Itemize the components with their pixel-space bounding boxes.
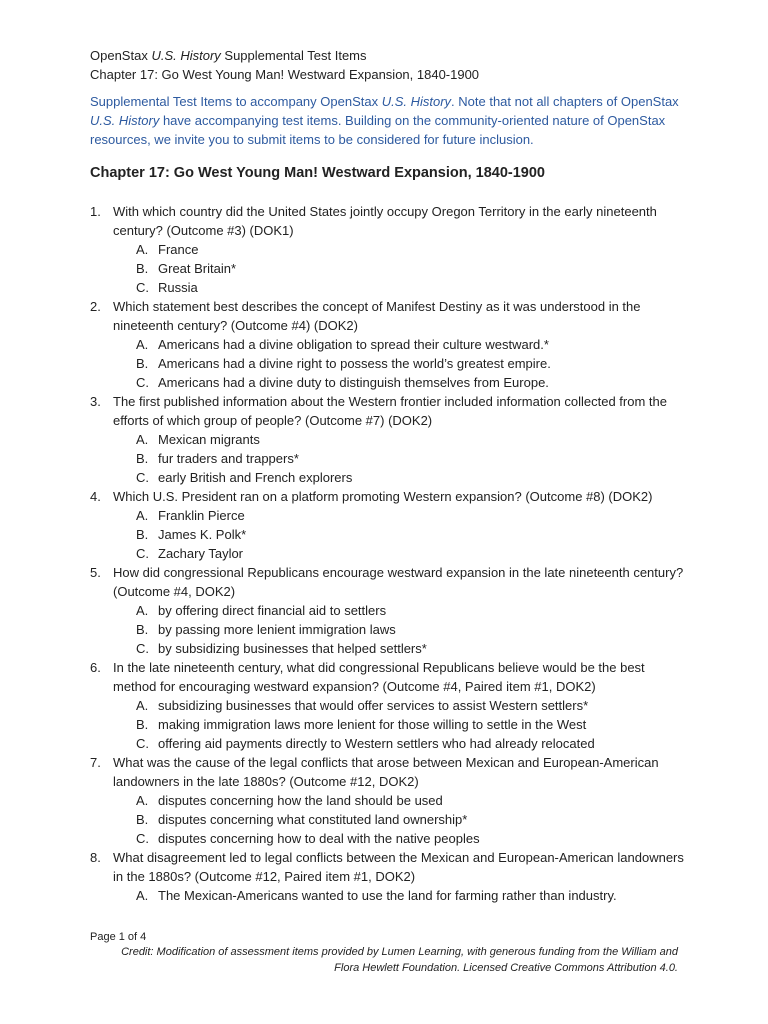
option-letter: A. bbox=[136, 242, 149, 257]
option-letter: B. bbox=[136, 717, 149, 732]
option-text: The Mexican-Americans wanted to use the land for farming rather than industry. bbox=[158, 888, 617, 903]
answer-options bbox=[113, 430, 690, 487]
answer-option bbox=[113, 278, 690, 297]
answer-options bbox=[113, 791, 690, 848]
question-text: What was the cause of the legal conflicts that arose between Mexican and European-American landowners in the late 1880s? (Outcome #12, DOK2) bbox=[113, 755, 659, 789]
page-number: Page 1 of 4 bbox=[90, 931, 147, 943]
question-text: How did congressional Republicans encourage westward expansion in the late nineteenth century? (Outcome #4, DOK2) bbox=[113, 565, 684, 599]
option-letter: A. bbox=[136, 337, 149, 352]
question-number: 6. bbox=[90, 660, 101, 675]
option-letter: B. bbox=[136, 527, 149, 542]
answer-options bbox=[113, 601, 690, 658]
answer-option bbox=[113, 544, 690, 563]
answer-option bbox=[113, 335, 690, 354]
answer-option bbox=[113, 886, 690, 905]
option-text: Americans had a divine obligation to spread their culture westward.* bbox=[158, 337, 549, 352]
option-letter: A. bbox=[136, 888, 149, 903]
question-item bbox=[90, 202, 690, 297]
answer-option bbox=[113, 715, 690, 734]
chapter-heading: Chapter 17: Go West Young Man! Westward Expansion, 1840-1900 bbox=[90, 165, 545, 181]
credit-note: Credit: Modification of assessment items provided by Lumen Learning, with generous funding from the William and Flora Hewlett Foundation. Licensed Creative Commons Attribution 4.0. bbox=[121, 946, 678, 974]
option-letter: C. bbox=[136, 546, 149, 561]
question-number: 1. bbox=[90, 204, 101, 219]
answer-option bbox=[113, 829, 690, 848]
option-text: fur traders and trappers* bbox=[158, 451, 299, 466]
document-header bbox=[90, 46, 479, 84]
question-number: 2. bbox=[90, 299, 101, 314]
question-list bbox=[90, 202, 690, 905]
option-text: by passing more lenient immigration laws bbox=[158, 622, 396, 637]
answer-option bbox=[113, 468, 690, 487]
option-letter: C. bbox=[136, 831, 149, 846]
answer-option bbox=[113, 506, 690, 525]
option-text: disputes concerning how the land should be used bbox=[158, 793, 443, 808]
option-letter: A. bbox=[136, 698, 149, 713]
answer-options bbox=[113, 696, 690, 753]
question-text: Which statement best describes the concept of Manifest Destiny as it was understood in the nineteenth century? (Outcome #4) (DOK2) bbox=[113, 299, 641, 333]
answer-option bbox=[113, 240, 690, 259]
answer-option bbox=[113, 601, 690, 620]
intro-paragraph: Supplemental Test Items to accompany OpenStax U.S. History. Note that not all chapters of OpenStax U.S. History have accompanying test items. Building on the community-oriented nature of OpenStax resources, we invite you to submit items to be considered for future inclusion. bbox=[90, 94, 679, 147]
answer-option bbox=[113, 696, 690, 715]
option-text: James K. Polk* bbox=[158, 527, 247, 542]
question-item bbox=[90, 297, 690, 392]
option-text: by offering direct financial aid to settlers bbox=[158, 603, 387, 618]
option-letter: C. bbox=[136, 736, 149, 751]
option-text: Zachary Taylor bbox=[158, 546, 244, 561]
option-letter: A. bbox=[136, 508, 149, 523]
question-item bbox=[90, 563, 690, 658]
question-text: The first published information about the Western frontier included information collected from the efforts of which group of people? (Outcome #7) (DOK2) bbox=[113, 394, 667, 428]
answer-option bbox=[113, 620, 690, 639]
question-text: What disagreement led to legal conflicts between the Mexican and European-American landowners in the 1880s? (Outcome #12, Paired item #1, DOK2) bbox=[113, 850, 684, 884]
option-text: Mexican migrants bbox=[158, 432, 260, 447]
question-number: 7. bbox=[90, 755, 101, 770]
option-letter: C. bbox=[136, 280, 149, 295]
option-text: subsidizing businesses that would offer services to assist Western settlers* bbox=[158, 698, 589, 713]
header-line-2: Chapter 17: Go West Young Man! Westward Expansion, 1840-1900 bbox=[90, 67, 480, 82]
option-letter: C. bbox=[136, 470, 149, 485]
option-text: Americans had a divine duty to distinguish themselves from Europe. bbox=[158, 375, 549, 390]
answer-option bbox=[113, 449, 690, 468]
answer-options bbox=[113, 506, 690, 563]
option-text: Great Britain* bbox=[158, 261, 237, 276]
question-text: In the late nineteenth century, what did congressional Republicans believe would be the best method for encouraging westward expansion? (Outcome #4, Paired item #1, DOK2) bbox=[113, 660, 645, 694]
option-text: disputes concerning what constituted land ownership* bbox=[158, 812, 468, 827]
answer-option bbox=[113, 734, 690, 753]
answer-option bbox=[113, 259, 690, 278]
question-text: Which U.S. President ran on a platform promoting Western expansion? (Outcome #8) (DOK2) bbox=[113, 489, 653, 504]
answer-options bbox=[113, 886, 690, 905]
option-text: France bbox=[158, 242, 199, 257]
option-letter: A. bbox=[136, 793, 149, 808]
question-item bbox=[90, 753, 690, 848]
option-text: by subsidizing businesses that helped settlers* bbox=[158, 641, 427, 656]
option-text: Franklin Pierce bbox=[158, 508, 245, 523]
option-text: early British and French explorers bbox=[158, 470, 353, 485]
option-letter: B. bbox=[136, 451, 149, 466]
option-letter: C. bbox=[136, 375, 149, 390]
header-line-1: OpenStax U.S. History Supplemental Test Items bbox=[90, 48, 367, 63]
option-letter: A. bbox=[136, 603, 149, 618]
option-letter: A. bbox=[136, 432, 149, 447]
option-letter: B. bbox=[136, 261, 149, 276]
question-item bbox=[90, 848, 690, 905]
question-number: 8. bbox=[90, 850, 101, 865]
answer-options bbox=[113, 335, 690, 392]
question-item bbox=[90, 487, 690, 563]
question-item bbox=[90, 392, 690, 487]
question-number: 4. bbox=[90, 489, 101, 504]
option-text: offering aid payments directly to Western settlers who had already relocated bbox=[158, 736, 595, 751]
option-letter: B. bbox=[136, 356, 149, 371]
answer-option bbox=[113, 525, 690, 544]
question-number: 3. bbox=[90, 394, 101, 409]
option-letter: B. bbox=[136, 622, 149, 637]
option-text: disputes concerning how to deal with the native peoples bbox=[158, 831, 480, 846]
answer-option bbox=[113, 791, 690, 810]
answer-option bbox=[113, 639, 690, 658]
option-text: Americans had a divine right to possess the world’s greatest empire. bbox=[158, 356, 551, 371]
answer-option bbox=[113, 373, 690, 392]
answer-option bbox=[113, 354, 690, 373]
answer-option bbox=[113, 430, 690, 449]
option-text: making immigration laws more lenient for those willing to settle in the West bbox=[158, 717, 587, 732]
question-text: With which country did the United States jointly occupy Oregon Territory in the early nineteenth century? (Outcome #3) (DOK1) bbox=[113, 204, 657, 238]
option-text: Russia bbox=[158, 280, 198, 295]
answer-options bbox=[113, 240, 690, 297]
question-item bbox=[90, 658, 690, 753]
answer-option bbox=[113, 810, 690, 829]
option-letter: C. bbox=[136, 641, 149, 656]
question-number: 5. bbox=[90, 565, 101, 580]
option-letter: B. bbox=[136, 812, 149, 827]
